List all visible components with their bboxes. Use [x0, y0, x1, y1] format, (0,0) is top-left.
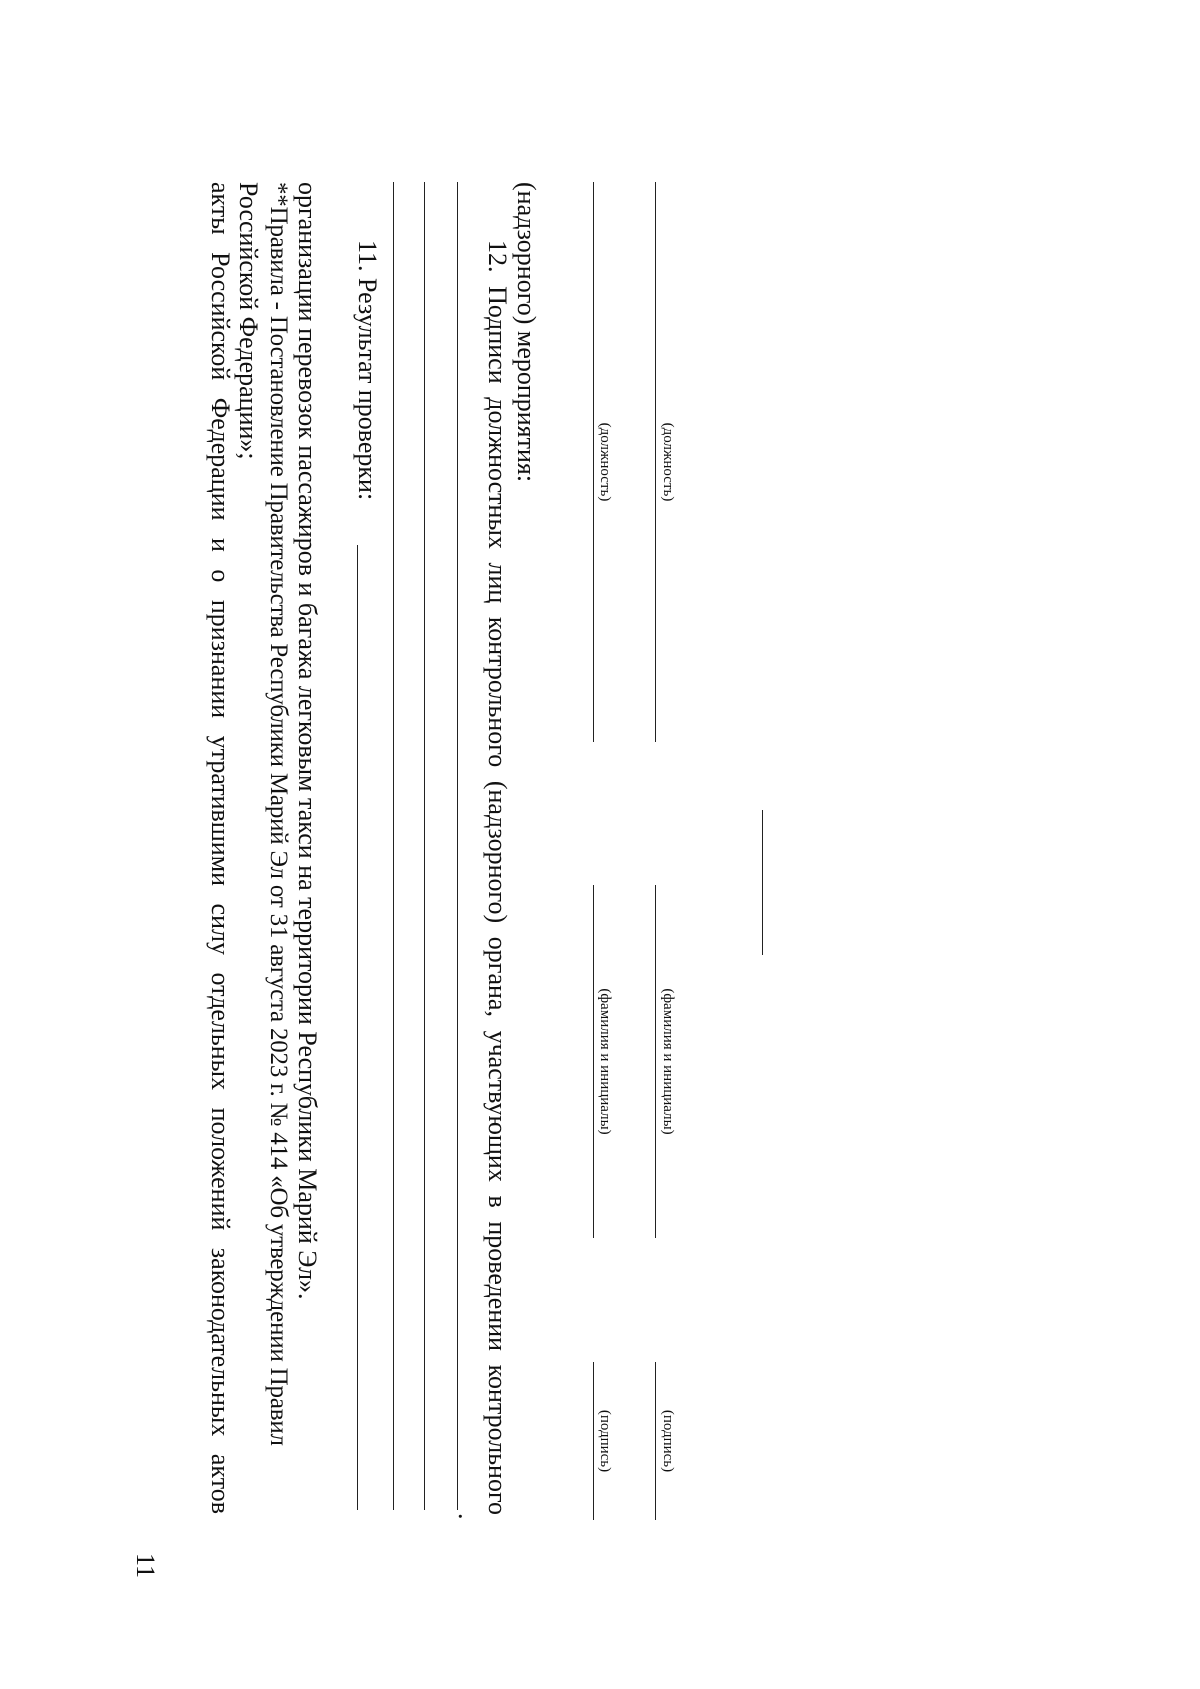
rules-footnote-line-2: организации перевозок пассажиров и багажа легковым такси на территории Республики Марий Эл». — [293, 182, 322, 1300]
signatures-heading-line-1: 12. Подписи должностных лиц контрольного (надзорного) органа, участвующих в проведении контрольного — [483, 240, 512, 1515]
signature-caption-1: (подпись) — [597, 1409, 613, 1473]
result-line-4 — [457, 182, 458, 1510]
position-line-1 — [593, 182, 594, 742]
name-caption-1: (фамилия и инициалы) — [597, 988, 613, 1135]
acts-text-line-1: акты Российской Федерации и о признании утратившими силу отдельных положений законодательных актов — [206, 182, 235, 1514]
page-number: 11 — [131, 1553, 160, 1579]
name-line-2 — [655, 885, 656, 1238]
position-line-2 — [655, 182, 656, 742]
signature-line-1 — [593, 1362, 594, 1520]
result-line-1 — [357, 545, 358, 1510]
result-label: 11. Результат проверки: — [353, 240, 382, 501]
position-caption-1: (должность) — [597, 422, 613, 502]
signature-line-2 — [655, 1362, 656, 1520]
result-trailing-dot: . — [453, 1513, 482, 1520]
signatures-heading-line-2: (надзорного) мероприятия: — [512, 182, 541, 483]
signature-caption-2: (подпись) — [660, 1409, 676, 1473]
position-caption-2: (должность) — [660, 422, 676, 502]
name-caption-2: (фамилия и инициалы) — [660, 988, 676, 1135]
result-line-3 — [424, 182, 425, 1510]
acts-text-line-2: Российской Федерации»; — [234, 182, 263, 460]
result-line-2 — [393, 182, 394, 1510]
closing-separator — [762, 810, 763, 955]
rules-footnote-line-1: **Правила - Постановление Правительства Республики Марий Эл от 31 августа 2023 г. № 414 «Об утверждении Правил — [265, 182, 292, 1446]
name-line-1 — [593, 885, 594, 1238]
